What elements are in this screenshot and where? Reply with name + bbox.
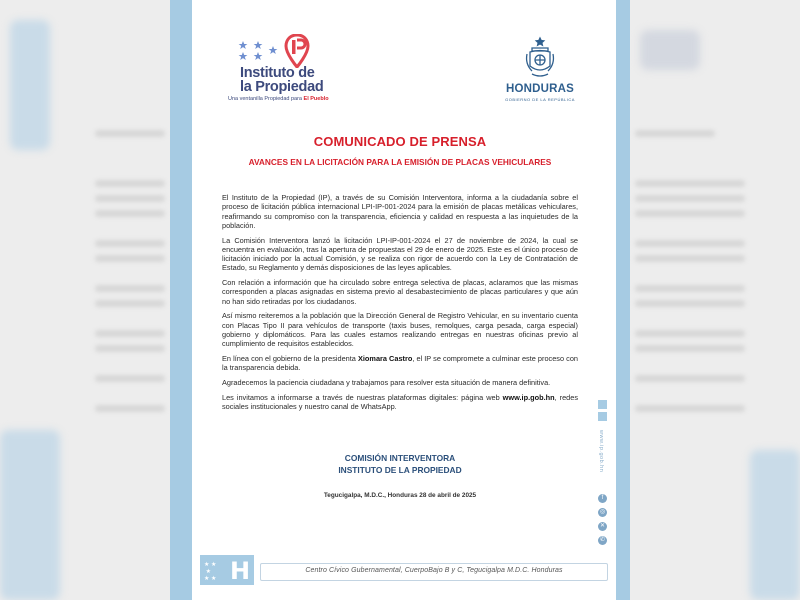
ip-logo-tagline — [228, 96, 329, 102]
honduras-government-logo — [495, 36, 585, 106]
paragraph-7-text-end: , redes sociales institucionales y nuestro canal de WhatsApp. — [222, 392, 578, 411]
footer-flag-logo — [200, 555, 254, 585]
paragraph-7-text: Les invitamos a informarse a través de nuestras plataformas digitales: página web — [222, 392, 503, 402]
rail-square-decoration — [598, 412, 607, 421]
whatsapp-icon[interactable]: ✆ — [599, 537, 606, 543]
paragraph-1: El Instituto de la Propiedad (IP), a través de su Comisión Interventora, informa a la ciudadanía sobre el proceso de licitación pública internacional LPI-IP-001-2024 para la emisión de placas metálicas vehiculares, reafirmando su compromiso con la transparencia, eficiencia y calidad en respuesta a las inquietudes de la población. — [222, 193, 578, 230]
paragraph-5-text: En línea con el gobierno de la presidenta — [222, 354, 358, 364]
ip-tagline-emphasis: El Pueblo — [303, 96, 329, 102]
paragraph-3: Con relación a información que ha circulado sobre entrega selectiva de placas, aclaramos que las mismas corresponden a placas asignadas en sistema previo al desabastecimiento de placas particulares y que aún no han sido retiradas por los ciudadanos. — [222, 278, 578, 306]
footer-stars-icon: ★ ★ ★ ★ ★ — [204, 562, 217, 582]
press-release-page — [170, 0, 630, 600]
ip-tagline-text: Una ventanilla Propiedad para — [228, 96, 302, 102]
president-name: Xiomara Castro — [357, 354, 413, 364]
blurred-backdrop-left — [0, 0, 170, 600]
signature-block — [210, 452, 590, 476]
ip-logo-line1: Instituto de — [240, 65, 315, 81]
footer-h-letter: H — [230, 557, 251, 585]
paragraph-6: Agradecemos la paciencia ciudadana y trabajamos para resolver esta situación de manera definitiva. — [222, 378, 551, 387]
ip-logo-line2: la Propiedad — [240, 79, 324, 95]
coat-of-arms-icon — [523, 36, 557, 80]
rail-square-decoration — [598, 400, 607, 409]
document-body — [222, 193, 578, 417]
blurred-backdrop-right — [630, 0, 800, 600]
x-icon[interactable]: ✕ — [599, 523, 606, 529]
honduras-logo-subtitle: GOBIERNO DE LA REPÚBLICA — [505, 97, 575, 102]
paragraph-4: Así mismo reiteremos a la población que la Dirección General de Registro Vehicular, en su inventario cuenta con Placas Tipo II para vehículos de transporte (taxis buses, remolques, carga pesada, carga especial) gobierno y diplomáticos. Para las cuales estamos realizando entregas en nuestras oficinas previo al cumplimiento de requisitos establecidos. — [222, 311, 578, 349]
website-link[interactable]: www.ip.gob.hn — [502, 392, 555, 402]
page-right-stripe — [616, 0, 630, 600]
location-pin-icon — [284, 34, 310, 68]
facebook-icon[interactable]: f — [598, 494, 607, 503]
footer-address: Centro Cívico Gubernamental, CuerpoBajo B y C, Tegucigalpa M.D.C. Honduras — [305, 567, 563, 574]
paragraph-2: La Comisión Interventora lanzó la licitación LPI-IP-001-2024 el 27 de noviembre de 2024, la cual se encuentra en evaluación, tras la apertura de propuestas el 29 de enero de 2025. Este es el único proceso de licitación iniciado por la actual Comisión, y se realiza con rigor de acuerdo con la Ley de Contratación de Estado, su Reglamento y demás disposiciones de las leyes aplicables. — [222, 235, 578, 273]
rail-website-text[interactable]: www.ip.gob.hn — [598, 430, 604, 473]
ip-logo-name — [240, 66, 323, 94]
paragraph-7 — [222, 393, 578, 412]
instituto-propiedad-logo — [228, 30, 372, 110]
page-left-stripe — [170, 0, 192, 600]
stars-icon — [238, 40, 282, 62]
document-title: COMUNICADO DE PRENSA — [313, 134, 487, 149]
signature-line-1: COMISIÓN INTERVENTORA — [344, 453, 456, 463]
document-subtitle: AVANCES EN LA LICITACIÓN PARA LA EMISIÓN DE PLACAS VEHICULARES — [248, 157, 552, 167]
paragraph-5-text-end: , el IP se compromete a culminar este proceso con la transparencia debida. — [222, 354, 578, 373]
instagram-icon[interactable]: ◎ — [599, 509, 606, 515]
signature-line-2: INSTITUTO DE LA PROPIEDAD — [338, 465, 462, 475]
paragraph-5 — [222, 354, 578, 373]
honduras-logo-name: HONDURAS — [505, 83, 575, 95]
place-and-date: Tegucigalpa, M.D.C., Honduras 28 de abril de 2025 — [323, 492, 477, 499]
footer-address-bar — [260, 563, 608, 581]
